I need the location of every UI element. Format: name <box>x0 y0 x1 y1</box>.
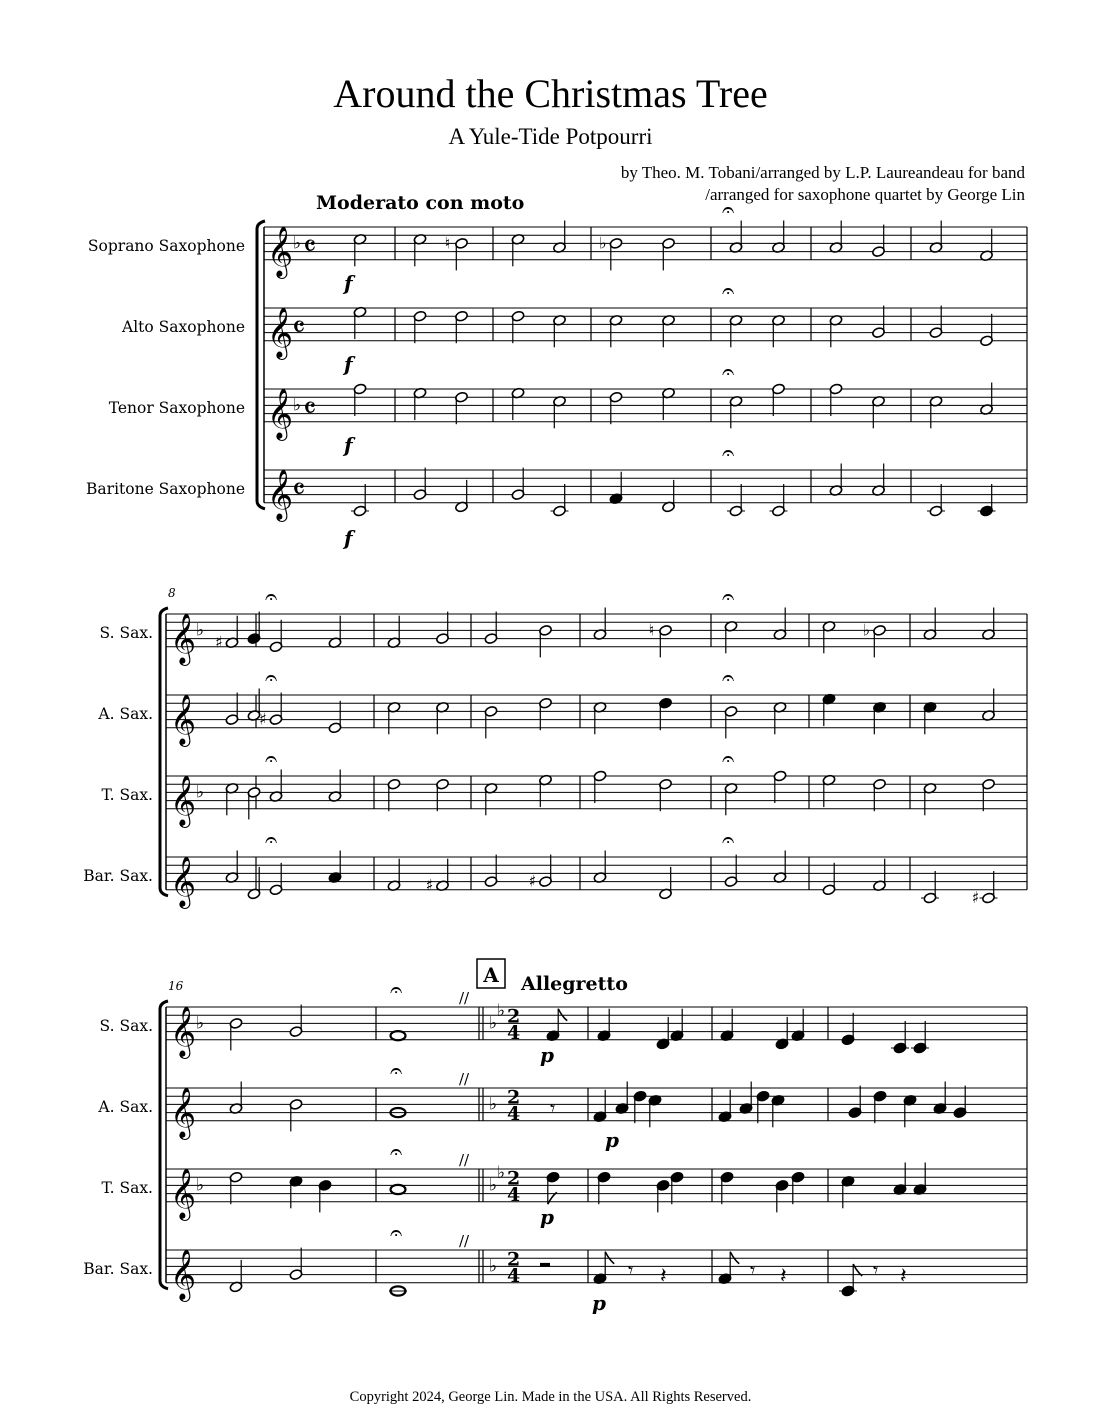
quarter-rest: 𝄽 <box>660 1263 667 1289</box>
key-signature-flat: ♭ <box>196 1175 205 1196</box>
system-bracket <box>160 608 168 896</box>
time-signature-top: 2 <box>507 1086 521 1109</box>
staff-label-baritone-short: Bar. Sax. <box>83 867 153 885</box>
time-signature-top: 2 <box>507 1167 521 1190</box>
dynamic-marking: p <box>605 1128 619 1152</box>
accidental: ♭ <box>599 233 607 253</box>
fermata: 𝄐 <box>722 279 735 304</box>
staff-label-alto-short: A. Sax. <box>98 1098 153 1116</box>
measure-number: 8 <box>168 586 176 600</box>
staff-label-tenor-short: T. Sax. <box>101 786 153 804</box>
key-signature-flat: ♭ <box>489 1094 498 1115</box>
staff-label-baritone: Baritone Saxophone <box>86 480 245 498</box>
staff-label-soprano-short: S. Sax. <box>99 1017 153 1035</box>
fermata: 𝄐 <box>722 360 735 385</box>
dynamic-marking: f <box>344 526 353 550</box>
dynamic-marking: p <box>540 1205 554 1229</box>
half-rest <box>540 1263 550 1267</box>
key-signature-flat: ♭ <box>293 395 302 416</box>
quarter-rest: 𝄽 <box>780 1263 787 1289</box>
page-subtitle: A Yule-Tide Potpourri <box>448 124 653 149</box>
accidental: ♮ <box>648 620 655 640</box>
time-signature-bottom: 4 <box>507 1102 521 1125</box>
caesura-mark: // <box>459 1151 470 1169</box>
fermata: 𝄐 <box>265 666 278 691</box>
fermata: 𝄐 <box>722 828 735 853</box>
accidental: ♯ <box>528 871 537 891</box>
key-signature-flat: ♭ <box>293 233 302 254</box>
fermata: 𝄐 <box>722 666 735 691</box>
rehearsal-mark: A <box>483 963 499 987</box>
tempo-marking: Moderato con moto <box>316 192 525 214</box>
staff-label-tenor: Tenor Saxophone <box>108 399 245 417</box>
staff-label-tenor-short: T. Sax. <box>101 1179 153 1197</box>
eighth-rest: 𝄾 <box>628 1257 634 1282</box>
accidental: ♯ <box>259 709 267 729</box>
treble-clef: 𝄞 <box>267 306 294 358</box>
fermata: 𝄐 <box>722 585 735 610</box>
fermata: 𝄐 <box>390 1140 403 1165</box>
treble-clef: 𝄞 <box>170 1248 197 1300</box>
tempo-marking: Allegretto <box>521 973 628 995</box>
measure-number: 16 <box>168 979 184 993</box>
treble-clef: 𝄞 <box>267 468 294 520</box>
time-signature-top: 2 <box>507 1005 521 1028</box>
time-signature-bottom: 4 <box>507 1183 521 1206</box>
staff-label-alto-short: A. Sax. <box>98 705 153 723</box>
key-signature-flat: ♭ <box>497 1001 506 1022</box>
caesura-mark: // <box>459 989 470 1007</box>
eighth-rest: 𝄾 <box>750 1257 756 1282</box>
treble-clef: 𝄞 <box>170 612 197 664</box>
key-signature-flat: ♭ <box>196 620 205 641</box>
dynamic-marking: f <box>344 271 353 295</box>
dynamic-marking: f <box>344 433 353 457</box>
staff-label-soprano-short: S. Sax. <box>99 624 153 642</box>
fermata: 𝄐 <box>722 747 735 772</box>
fermata: 𝄐 <box>390 978 403 1003</box>
staff-label-soprano: Soprano Saxophone <box>87 237 245 255</box>
quarter-rest: 𝄽 <box>900 1263 907 1289</box>
fermata: 𝄐 <box>265 747 278 772</box>
staff-label-alto: Alto Saxophone <box>122 318 245 336</box>
key-signature-flat: ♭ <box>489 1013 498 1034</box>
dynamic-marking: p <box>540 1043 554 1067</box>
key-signature-flat: ♭ <box>196 1013 205 1034</box>
arranger-credit: /arranged for saxophone quartet by George Lin <box>705 185 1025 204</box>
accidental: ♯ <box>425 875 434 895</box>
treble-clef: 𝄞 <box>170 1167 197 1219</box>
composer-credit: by Theo. M. Tobani/arranged by L.P. Laureandeau for band <box>620 163 1025 182</box>
staff-label-baritone-short: Bar. Sax. <box>83 1260 153 1278</box>
dynamic-marking: f <box>344 352 353 376</box>
page-title: Around the Christmas Tree <box>333 71 768 116</box>
fermata: 𝄐 <box>722 441 735 466</box>
time-signature-common: 𝄴 <box>292 472 306 508</box>
treble-clef: 𝄞 <box>170 1086 197 1138</box>
fermata: 𝄐 <box>390 1221 403 1246</box>
fermata: 𝄐 <box>265 828 278 853</box>
fermata: 𝄐 <box>722 198 735 223</box>
time-signature-top: 2 <box>507 1248 521 1271</box>
treble-clef: 𝄞 <box>170 855 197 907</box>
time-signature-common: 𝄴 <box>303 229 317 265</box>
dynamic-marking: p <box>592 1291 606 1315</box>
treble-clef: 𝄞 <box>170 774 197 826</box>
whole-note <box>391 1185 406 1194</box>
accidental: ♭ <box>862 620 871 640</box>
treble-clef: 𝄞 <box>170 1005 197 1057</box>
treble-clef: 𝄞 <box>267 225 294 277</box>
eighth-rest: 𝄾 <box>873 1257 879 1282</box>
key-signature-flat: ♭ <box>497 1163 506 1184</box>
caesura-mark: // <box>459 1070 470 1088</box>
key-signature-flat: ♭ <box>196 782 205 803</box>
eighth-rest: 𝄾 <box>550 1095 556 1120</box>
time-signature-bottom: 4 <box>507 1021 521 1044</box>
system-bracket <box>160 1001 168 1289</box>
caesura-mark: // <box>459 1232 470 1250</box>
fermata: 𝄐 <box>390 1059 403 1084</box>
accidental: ♯ <box>971 888 980 907</box>
accidental: ♮ <box>444 233 451 253</box>
treble-clef: 𝄞 <box>267 387 294 439</box>
key-signature-flat: ♭ <box>489 1256 498 1277</box>
time-signature-bottom: 4 <box>507 1264 521 1287</box>
accidental: ♯ <box>215 632 223 652</box>
time-signature-common: 𝄴 <box>292 310 306 346</box>
treble-clef: 𝄞 <box>170 693 197 745</box>
fermata: 𝄐 <box>265 585 278 610</box>
whole-note <box>391 1031 406 1040</box>
key-signature-flat: ♭ <box>489 1175 498 1196</box>
time-signature-common: 𝄴 <box>303 391 317 427</box>
copyright-notice: Copyright 2024, George Lin. Made in the USA. All Rights Reserved. <box>349 1389 752 1405</box>
